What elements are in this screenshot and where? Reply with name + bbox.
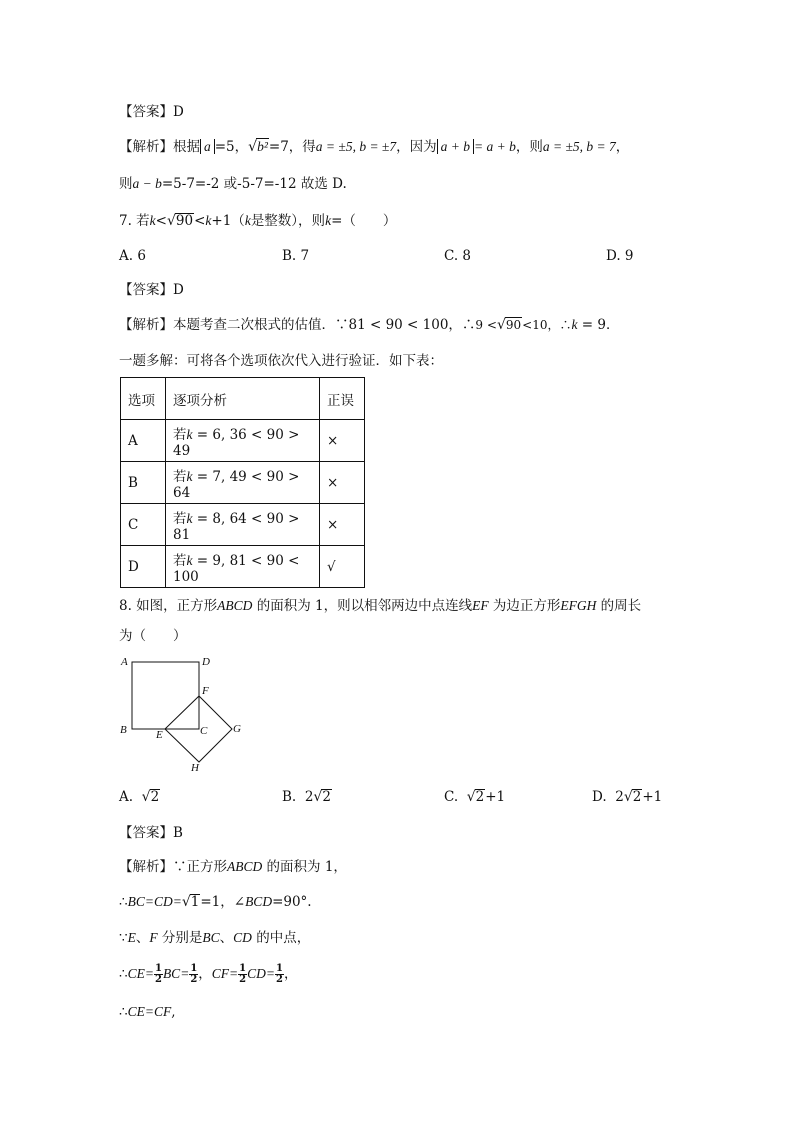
text-segment: =（ ） — [331, 213, 397, 229]
label-b: B — [120, 724, 127, 736]
table-header-row — [121, 378, 365, 420]
q8-analysis-line3 — [119, 928, 310, 948]
q7-option-a[interactable]: A. 6 — [119, 248, 146, 264]
math-var: CD — [233, 930, 252, 945]
sqrt-90: 90 — [505, 318, 522, 332]
text-segment: ∵正方形 — [173, 859, 227, 875]
sqrt-1: 1 — [190, 894, 200, 910]
text-segment: 、 — [135, 930, 150, 946]
table-header: 正误 — [320, 378, 365, 420]
table-cell: √ — [320, 546, 365, 588]
text-segment: 根据 — [173, 139, 200, 155]
table-row — [121, 462, 365, 504]
math-var: BCD — [245, 894, 273, 909]
text-segment: 7. 若 — [119, 213, 150, 229]
table-cell: D — [121, 546, 166, 588]
text-segment: <10，∴ — [522, 318, 572, 332]
text-segment: =1，∠ — [200, 894, 246, 910]
math-var: CD= — [247, 966, 275, 981]
option-tail: +1 — [485, 789, 506, 805]
label-f: F — [202, 685, 209, 697]
text-segment: 若 — [173, 426, 187, 443]
q8-stem-line2: 为（ ） — [119, 628, 187, 644]
option-radicand: 2 — [322, 789, 331, 805]
q8-answer-line — [119, 823, 183, 843]
math-var: BC= — [162, 966, 190, 981]
analysis-tag: 【解析】 — [119, 139, 173, 155]
table-row — [121, 546, 365, 588]
fraction-denominator: 2 — [276, 974, 283, 985]
abs-a: a — [200, 139, 215, 154]
fraction-denominator: 2 — [190, 974, 198, 985]
q8-analysis-line2 — [119, 892, 312, 912]
fraction-half — [154, 964, 163, 985]
q7-multi-solution: 一题多解：可将各个选项依次代入进行验证．如下表： — [119, 353, 443, 369]
answer-value: D — [173, 104, 184, 120]
math-var: k — [186, 510, 193, 526]
q7-answer-line — [119, 280, 184, 300]
table-cell: × — [320, 420, 365, 462]
text-segment: ，因为 — [396, 139, 437, 155]
text-segment: 若 — [173, 552, 187, 569]
math-var: k — [186, 552, 193, 568]
fraction-numerator: 1 — [276, 963, 283, 974]
radical-sign: √ — [623, 789, 633, 805]
table-cell — [166, 546, 320, 588]
fraction-denominator: 2 — [154, 974, 162, 985]
q8-option-a[interactable] — [119, 789, 160, 805]
text-segment: ∴ — [119, 1004, 128, 1020]
option-label: B. — [282, 789, 297, 805]
text-segment: =5， — [214, 139, 249, 155]
text-segment: 8. 如图，正方形 — [119, 598, 218, 614]
text-segment: < — [194, 213, 206, 229]
text-segment: =7，得 — [268, 139, 316, 155]
table-header: 逐项分析 — [166, 378, 320, 420]
math-var: EF — [472, 598, 489, 613]
math-var: CE= — [127, 966, 154, 981]
text-segment: < — [155, 213, 167, 229]
math-var: CE=CF — [127, 1004, 172, 1019]
math-var: k — [149, 213, 156, 228]
math-var: k — [244, 213, 251, 228]
text-segment: 9 < — [475, 318, 497, 332]
math-var: CF= — [211, 966, 239, 981]
math-var: EFGH — [560, 598, 597, 613]
q7-stem — [119, 211, 396, 231]
verification-table — [120, 377, 365, 588]
q8-option-b[interactable] — [282, 789, 332, 805]
label-e: E — [156, 729, 163, 741]
option-tail: +1 — [642, 789, 663, 805]
label-d: D — [202, 656, 210, 668]
math-var: k — [205, 213, 212, 228]
q8-option-d[interactable] — [592, 789, 662, 805]
q6-analysis-line1 — [119, 137, 629, 157]
radical-sign: √ — [166, 213, 176, 229]
q8-analysis-line4 — [119, 961, 297, 987]
option-label: A. — [119, 789, 134, 805]
fraction-half — [238, 964, 247, 985]
square-abcd — [132, 662, 199, 729]
radical-sign: √ — [248, 139, 258, 155]
text-segment: =90°. — [272, 894, 312, 910]
text-segment: ，则 — [515, 139, 543, 155]
table-row — [121, 504, 365, 546]
text-segment: ∴ — [119, 894, 128, 910]
table-cell: × — [320, 462, 365, 504]
text-segment: 若 — [173, 468, 187, 485]
text-segment: 的面积为 1， — [262, 859, 347, 875]
table-cell: B — [121, 462, 166, 504]
text-segment: = 9, 81 < 90 < 100 — [173, 552, 300, 585]
table-cell: C — [121, 504, 166, 546]
table-cell — [166, 504, 320, 546]
q8-stem-line1 — [119, 596, 641, 616]
math-var: k — [325, 213, 332, 228]
q8-option-c[interactable] — [444, 789, 505, 805]
analysis-tag: 【解析】 — [119, 859, 173, 875]
text-segment: 的面积为 1，则以相邻两边中点连线 — [252, 598, 473, 614]
text-segment: 、 — [219, 930, 234, 946]
table-cell — [166, 462, 320, 504]
answer-tag: 【答案】 — [119, 282, 173, 298]
fraction-denominator: 2 — [239, 974, 247, 985]
abs-a-plus-b: a + b — [437, 139, 474, 154]
q8-analysis-line1 — [119, 857, 347, 877]
radical-sign: √ — [181, 894, 191, 910]
option-radicand: 2 — [632, 789, 642, 805]
math-expr: a = ±5, b = 7 — [542, 139, 616, 154]
text-segment: ， — [283, 966, 298, 982]
radical-sign: √ — [141, 789, 151, 805]
option-radicand: 2 — [150, 789, 160, 805]
q7-option-d[interactable]: D. 9 — [606, 248, 634, 264]
text-segment: 的中点， — [251, 930, 311, 946]
text-segment: 的周长 — [596, 598, 642, 614]
fraction-half — [189, 964, 198, 985]
text-segment: 本题考查二次根式的估值．∵81 < 90 < 100，∴ — [173, 317, 476, 333]
text-segment: = 7, 49 < 90 > 64 — [173, 468, 300, 501]
table-cell — [166, 420, 320, 462]
q6-answer-line — [119, 102, 184, 122]
math-expr: a = ±5, b = ±7 — [315, 139, 397, 154]
text-segment: ， — [198, 966, 212, 982]
text-segment: 是整数），则 — [250, 213, 326, 229]
text-segment: =5-7=-2 或-5-7=-12 故选 D. — [161, 176, 347, 192]
text-segment: +1（ — [211, 213, 245, 229]
radical-sign: √ — [313, 789, 323, 805]
label-g: G — [233, 723, 241, 735]
fraction-numerator: 1 — [239, 963, 247, 974]
q7-option-b[interactable]: B. 7 — [282, 248, 310, 264]
table-header: 选项 — [121, 378, 166, 420]
option-coef: 2 — [304, 789, 314, 805]
sqrt-90: 90 — [175, 213, 194, 229]
answer-tag: 【答案】 — [119, 104, 173, 120]
q7-analysis-line — [119, 315, 619, 335]
text-segment: ， — [615, 139, 630, 155]
text-segment: 为边正方形 — [488, 598, 561, 614]
answer-value: B — [173, 825, 183, 841]
text-segment: = 8, 64 < 90 > 81 — [173, 510, 300, 543]
text-segment: ∵ — [119, 930, 128, 946]
math-var: k — [186, 426, 193, 442]
answer-tag: 【答案】 — [119, 825, 173, 841]
math-var: k — [571, 317, 578, 332]
fraction-numerator: 1 — [154, 963, 162, 974]
math-var: k — [186, 468, 193, 484]
math-var: F — [149, 930, 158, 945]
answer-value: D — [173, 282, 184, 298]
option-label: C. — [444, 789, 459, 805]
q6-analysis-line2 — [119, 174, 347, 194]
table-cell: × — [320, 504, 365, 546]
radical-sign: √ — [496, 317, 506, 333]
label-a: A — [121, 656, 128, 668]
text-segment: 分别是 — [157, 930, 203, 946]
math-var: ABCD — [217, 598, 253, 613]
table-cell: A — [121, 420, 166, 462]
label-c: C — [200, 725, 208, 737]
table-row — [121, 420, 365, 462]
fraction-numerator: 1 — [190, 963, 198, 974]
math-var: E — [127, 930, 136, 945]
text-segment: ∴ — [119, 966, 128, 982]
q8-analysis-line5 — [119, 1002, 176, 1022]
analysis-tag: 【解析】 — [119, 317, 173, 333]
fraction-half — [275, 964, 284, 985]
text-segment: , — [171, 1004, 176, 1020]
square-figure — [115, 652, 250, 777]
math-var: BC — [202, 930, 220, 945]
sqrt-b2: b² — [257, 139, 268, 154]
text-segment: = 9． — [577, 317, 620, 333]
text-segment: = 6, 36 < 90 > 49 — [173, 426, 300, 459]
label-h: H — [191, 762, 199, 774]
option-coef: 2 — [615, 789, 624, 805]
option-label: D. — [592, 789, 607, 805]
text-segment: 则 — [119, 176, 133, 192]
math-expr: = a + b — [473, 139, 516, 154]
math-var: BC=CD= — [127, 894, 182, 909]
text-segment: 若 — [173, 510, 187, 527]
math-var: ABCD — [227, 859, 263, 874]
q7-option-c[interactable]: C. 8 — [444, 248, 472, 264]
option-radicand: 2 — [475, 789, 485, 805]
math-expr: a − b — [132, 176, 162, 191]
radical-sign: √ — [466, 789, 476, 805]
